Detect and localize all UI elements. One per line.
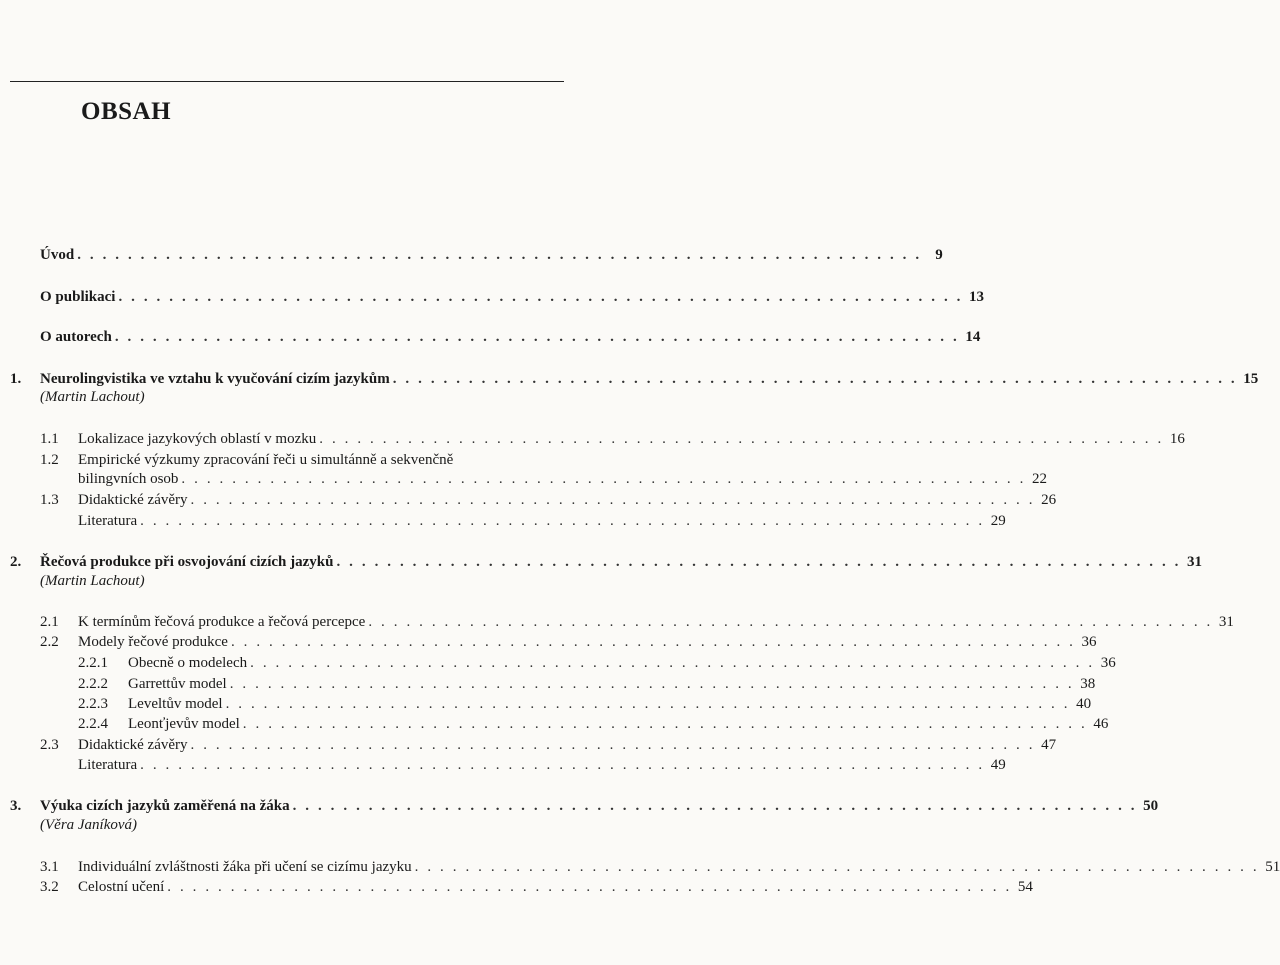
section-number: 2.2 xyxy=(40,634,59,650)
chapter-author: (Věra Janíková) xyxy=(40,817,138,833)
toc-label: Řečová produkce při osvojování cizích jazyků xyxy=(40,554,334,570)
section-number: 1.3 xyxy=(40,492,59,508)
toc-page: 13 xyxy=(969,289,985,305)
toc-entry-chapter-2[interactable] xyxy=(40,553,1203,571)
toc-page: 31 xyxy=(1218,614,1234,630)
toc-label: bilingvních osob xyxy=(78,471,179,487)
section-number: 1.1 xyxy=(40,431,59,447)
section-number: 1.2 xyxy=(40,452,59,468)
toc-entry-2-2-2[interactable] xyxy=(128,675,1096,693)
toc-leader: . . . . . . . . . . . . . . . . . . . . . . . . . . . . . . . . . . . . . . . . . . . . . . . . . . . . . . . . . . . . . . . . . . . xyxy=(242,716,1088,732)
toc-label: Individuální zvláštnosti žáka při učení se cizímu jazyku xyxy=(78,859,412,875)
toc-leader: . . . . . . . . . . . . . . . . . . . . . . . . . . . . . . . . . . . . . . . . . . . . . . . . . . . . . . . . . . . . . . . . . . . xyxy=(167,879,1012,895)
toc-leader: . . . . . . . . . . . . . . . . . . . . . . . . . . . . . . . . . . . . . . . . . . . . . . . . . . . . . . . . . . . . . . . . . . . xyxy=(181,471,1026,487)
toc-entry-chapter-1[interactable] xyxy=(40,370,1259,388)
toc-entry-o-autorech[interactable] xyxy=(40,328,981,346)
subsection-number: 2.2.3 xyxy=(78,696,108,712)
toc-label: Obecně o modelech xyxy=(128,655,248,671)
toc-label: O autorech xyxy=(40,329,112,345)
toc-entry-literatura-2[interactable] xyxy=(78,756,1006,774)
toc-page: 15 xyxy=(1243,371,1259,387)
toc-label: Didaktické závěry xyxy=(78,492,188,508)
toc-entry-2-2[interactable] xyxy=(78,633,1097,651)
toc-label: Leonťjevův model xyxy=(128,716,240,732)
subsection-number: 2.2.4 xyxy=(78,716,108,732)
toc-entry-2-3[interactable] xyxy=(78,736,1057,754)
toc-entry-2-2-3[interactable] xyxy=(128,695,1092,713)
section-number: 3.2 xyxy=(40,879,59,895)
toc-label: Literatura xyxy=(78,757,138,773)
toc-page: 47 xyxy=(1041,737,1057,753)
toc-entry-1-2[interactable] xyxy=(78,470,1047,488)
toc-entry-3-1[interactable] xyxy=(78,858,1280,876)
toc-leader: . . . . . . . . . . . . . . . . . . . . . . . . . . . . . . . . . . . . . . . . . . . . . . . . . . . . . . . . . . . . . . . . . . . xyxy=(392,371,1238,387)
toc-leader: . . . . . . . . . . . . . . . . . . . . . . . . . . . . . . . . . . . . . . . . . . . . . . . . . . . . . . . . . . . . . . . . . . . xyxy=(77,247,922,263)
toc-leader: . . . . . . . . . . . . . . . . . . . . . . . . . . . . . . . . . . . . . . . . . . . . . . . . . . . . . . . . . . . . . . . . . . . xyxy=(114,329,960,345)
toc-label: Výuka cizích jazyků zaměřená na žáka xyxy=(40,798,290,814)
toc-leader: . . . . . . . . . . . . . . . . . . . . . . . . . . . . . . . . . . . . . . . . . . . . . . . . . . . . . . . . . . . . . . . . . . . xyxy=(292,798,1138,814)
toc-page: 40 xyxy=(1076,696,1092,712)
subsection-number: 2.2.1 xyxy=(78,655,108,671)
toc-entry-chapter-3[interactable] xyxy=(40,797,1159,815)
toc-label: Neurolingvistika ve vztahu k vyučování cizím jazykům xyxy=(40,371,390,387)
toc-leader: . . . . . . . . . . . . . . . . . . . . . . . . . . . . . . . . . . . . . . . . . . . . . . . . . . . . . . . . . . . . . . . . . . . xyxy=(225,696,1071,712)
chapter-author: (Martin Lachout) xyxy=(40,573,145,589)
toc-page: 49 xyxy=(990,757,1006,773)
toc-label: Didaktické závěry xyxy=(78,737,188,753)
toc-entry-1-3[interactable] xyxy=(78,491,1057,509)
toc-leader: . . . . . . . . . . . . . . . . . . . . . . . . . . . . . . . . . . . . . . . . . . . . . . . . . . . . . . . . . . . . . . . . . . . xyxy=(190,492,1036,508)
toc-page: 26 xyxy=(1041,492,1057,508)
toc-entry-literatura-1[interactable] xyxy=(78,512,1006,530)
toc-label: Garrettův model xyxy=(128,676,227,692)
section-number: 3.1 xyxy=(40,859,59,875)
subsection-number: 2.2.2 xyxy=(78,676,108,692)
toc-entry-2-1[interactable] xyxy=(78,613,1234,631)
header-rule xyxy=(10,81,564,82)
toc-page: 38 xyxy=(1080,676,1096,692)
toc-leader: . . . . . . . . . . . . . . . . . . . . . . . . . . . . . . . . . . . . . . . . . . . . . . . . . . . . . . . . . . . . . . . . . . . xyxy=(368,614,1213,630)
toc-leader: . . . . . . . . . . . . . . . . . . . . . . . . . . . . . . . . . . . . . . . . . . . . . . . . . . . . . . . . . . . . . . . . . . . xyxy=(414,859,1260,875)
toc-page: 22 xyxy=(1031,471,1047,487)
toc-leader: . . . . . . . . . . . . . . . . . . . . . . . . . . . . . . . . . . . . . . . . . . . . . . . . . . . . . . . . . . . . . . . . . . . xyxy=(230,634,1076,650)
toc-leader: . . . . . . . . . . . . . . . . . . . . . . . . . . . . . . . . . . . . . . . . . . . . . . . . . . . . . . . . . . . . . . . . . . . xyxy=(229,676,1075,692)
toc-entry-uvod[interactable] xyxy=(40,246,943,264)
toc-page: 31 xyxy=(1187,554,1203,570)
toc-entry-o-publikaci[interactable] xyxy=(40,288,985,306)
toc-page: 16 xyxy=(1169,431,1185,447)
toc-label: Lokalizace jazykových oblastí v mozku xyxy=(78,431,317,447)
toc-leader: . . . . . . . . . . . . . . . . . . . . . . . . . . . . . . . . . . . . . . . . . . . . . . . . . . . . . . . . . . . . . . . . . . . xyxy=(118,289,964,305)
chapter-number: 3. xyxy=(10,798,22,814)
toc-entry-2-2-4[interactable] xyxy=(128,715,1109,733)
toc-page: 54 xyxy=(1017,879,1033,895)
toc-leader: . . . . . . . . . . . . . . . . . . . . . . . . . . . . . . . . . . . . . . . . . . . . . . . . . . . . . . . . . . . . . . . . . . . xyxy=(250,655,1095,671)
toc-label: Celostní učení xyxy=(78,879,165,895)
chapter-author: (Martin Lachout) xyxy=(40,389,145,405)
chapter-number: 2. xyxy=(10,554,22,570)
toc-page: 50 xyxy=(1143,798,1159,814)
toc-leader: . . . . . . . . . . . . . . . . . . . . . . . . . . . . . . . . . . . . . . . . . . . . . . . . . . . . . . . . . . . . . . . . . . . xyxy=(319,431,1164,447)
toc-page: 14 xyxy=(965,329,981,345)
toc-label-line[interactable]: Empirické výzkumy zpracování řeči u simultánně a sekvenčně xyxy=(78,452,454,468)
toc-leader: . . . . . . . . . . . . . . . . . . . . . . . . . . . . . . . . . . . . . . . . . . . . . . . . . . . . . . . . . . . . . . . . . . . xyxy=(140,513,985,529)
section-number: 2.1 xyxy=(40,614,59,630)
chapter-number: 1. xyxy=(10,371,22,387)
toc-page: 9 xyxy=(935,247,943,263)
toc-entry-1-1[interactable] xyxy=(78,430,1185,448)
section-number: 2.3 xyxy=(40,737,59,753)
toc-label: Leveltův model xyxy=(128,696,223,712)
toc-entry-3-2[interactable] xyxy=(78,878,1033,896)
toc-label: Modely řečové produkce xyxy=(78,634,228,650)
toc-leader: . . . . . . . . . . . . . . . . . . . . . . . . . . . . . . . . . . . . . . . . . . . . . . . . . . . . . . . . . . . . . . . . . . . xyxy=(140,757,985,773)
toc-leader: . . . . . . . . . . . . . . . . . . . . . . . . . . . . . . . . . . . . . . . . . . . . . . . . . . . . . . . . . . . . . . . . . . . xyxy=(190,737,1036,753)
toc-entry-2-2-1[interactable] xyxy=(128,654,1116,672)
toc-page: 29 xyxy=(990,513,1006,529)
toc-label: K termínům řečová produkce a řečová percepce xyxy=(78,614,366,630)
toc-page: 51 xyxy=(1265,859,1280,875)
toc-label: Úvod xyxy=(40,247,75,263)
toc-page: 36 xyxy=(1081,634,1097,650)
toc-page: 36 xyxy=(1100,655,1116,671)
toc-label: O publikaci xyxy=(40,289,116,305)
toc-page: 46 xyxy=(1093,716,1109,732)
page-title: OBSAH xyxy=(81,98,172,125)
toc-label: Literatura xyxy=(78,513,138,529)
toc-leader: . . . . . . . . . . . . . . . . . . . . . . . . . . . . . . . . . . . . . . . . . . . . . . . . . . . . . . . . . . . . . . . . . . . xyxy=(336,554,1182,570)
